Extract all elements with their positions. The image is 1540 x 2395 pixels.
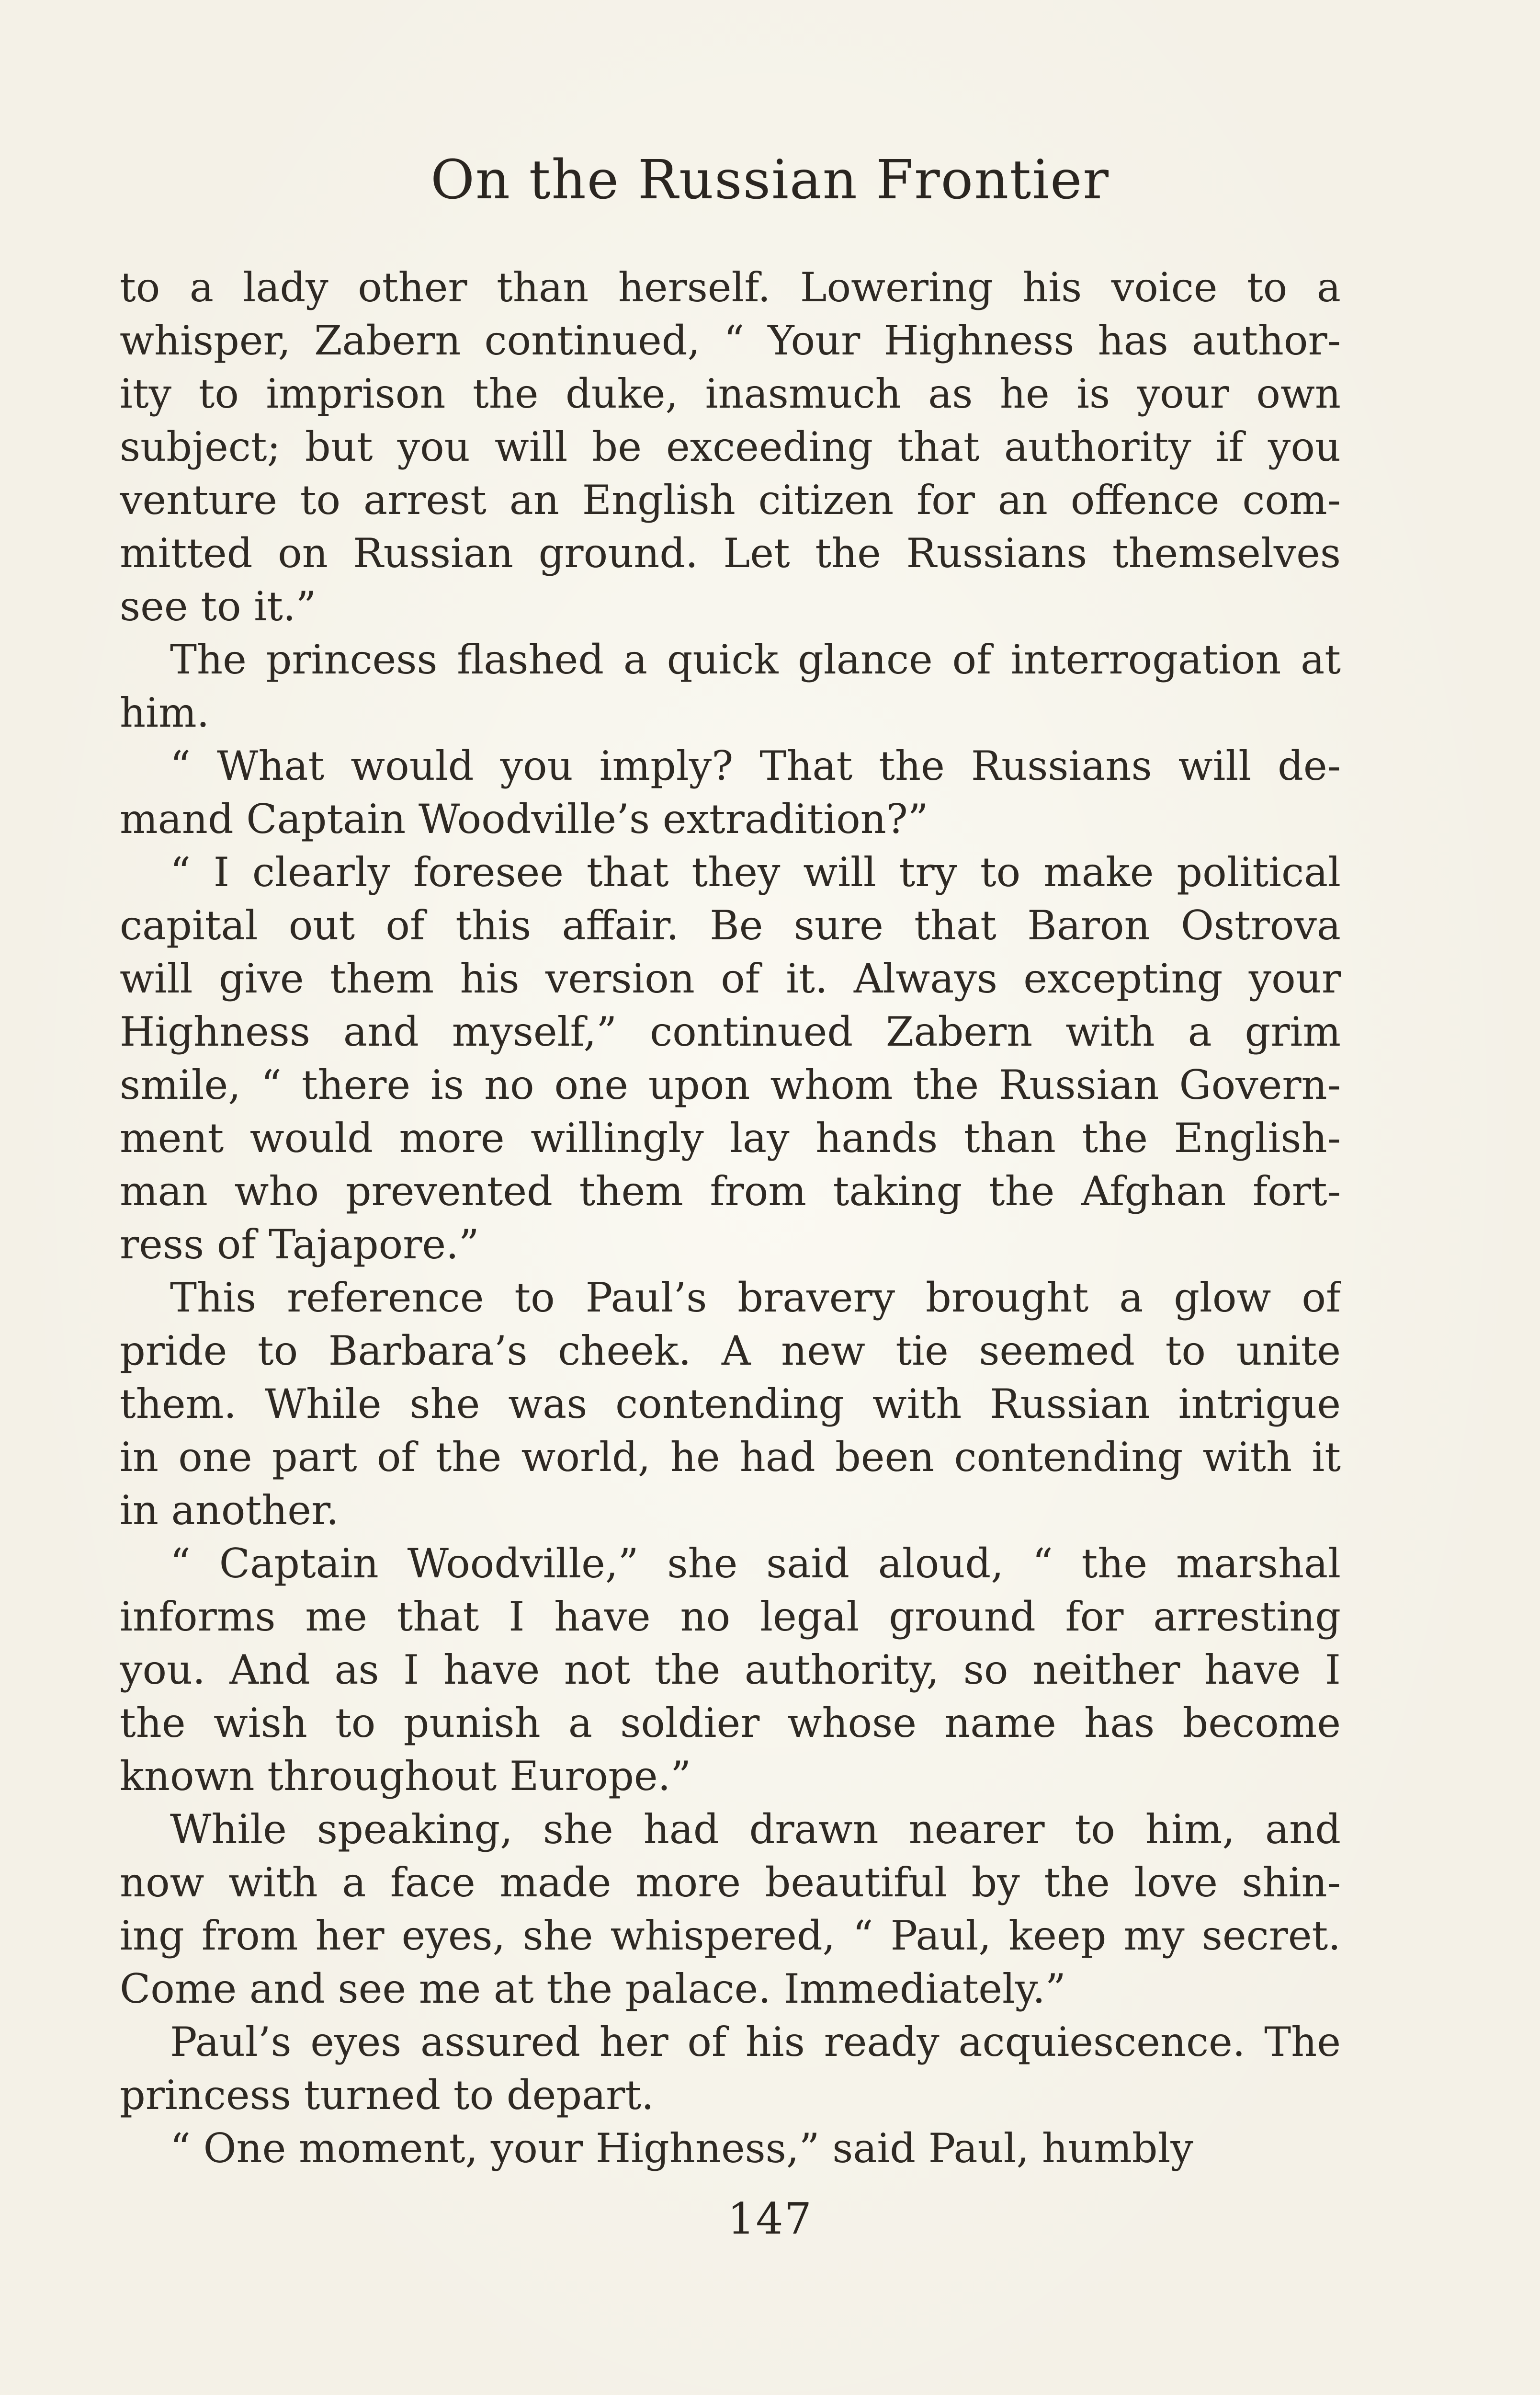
text-line: “ What would you imply? That the Russians will de- [170, 742, 1341, 789]
text-line: them. While she was contending with Russian intrigue [120, 1380, 1341, 1427]
text-line: capital out of this affair. Be sure that Baron Ostrova [120, 902, 1341, 949]
text-line: princess turned to depart. [120, 2072, 654, 2119]
text-line: ity to imprison the duke, inasmuch as he is your own [120, 370, 1341, 417]
text-line: ing from her eyes, she whispered, “ Paul, keep my secret. [120, 1912, 1341, 1959]
text-line: man who prevented them from taking the Afghan fort- [120, 1168, 1341, 1215]
text-line: whisper, Zabern continued, “ Your Highness has author- [120, 317, 1341, 364]
text-line: ment would more willingly lay hands than the English- [120, 1115, 1341, 1162]
paragraph [120, 740, 1341, 846]
paragraph [120, 633, 1341, 740]
text-line: in another. [120, 1487, 339, 1534]
text-line: Highness and myself,” continued Zabern with a grim [120, 1008, 1341, 1055]
paragraph [120, 2016, 1341, 2122]
text-line: you. And as I have not the authority, so neither have I [120, 1646, 1341, 1693]
text-line: Paul’s eyes assured her of his ready acquiescence. The [170, 2019, 1341, 2065]
text-line: see to it.” [120, 583, 317, 630]
text-line: Come and see me at the palace. Immediately.” [120, 1965, 1066, 2012]
paragraph [120, 261, 1341, 633]
text-line: to a lady other than herself. Lowering his voice to a [120, 264, 1341, 311]
text-line: ress of Tajapore.” [120, 1221, 479, 1268]
text-line: mitted on Russian ground. Let the Russians themselves [120, 530, 1341, 577]
text-line: This reference to Paul’s bravery brought a glow of [170, 1274, 1341, 1321]
text-line: “ One moment, your Highness,” said Paul, humbly [170, 2125, 1193, 2172]
paragraph [120, 2122, 1341, 2175]
paragraph [120, 1803, 1341, 2016]
text-line: will give them his version of it. Always excepting your [120, 955, 1341, 1002]
body-text [120, 261, 1341, 2175]
text-line: “ Captain Woodville,” she said aloud, “ the marshal [170, 1540, 1341, 1587]
text-line: The princess flashed a quick glance of interrogation at [170, 636, 1341, 683]
paragraph [120, 1537, 1341, 1803]
text-line: mand Captain Woodville’s extradition?” [120, 796, 929, 843]
text-line: While speaking, she had drawn nearer to him, and [170, 1806, 1341, 1853]
text-line: informs me that I have no legal ground for arresting [120, 1593, 1341, 1640]
text-line: venture to arrest an English citizen for an offence com- [120, 477, 1341, 524]
paragraph [120, 1271, 1341, 1537]
paragraph [120, 846, 1341, 1271]
page-number: 147 [727, 2194, 813, 2244]
text-line: pride to Barbara’s cheek. A new tie seemed to unite [120, 1327, 1341, 1374]
running-head: On the Russian Frontier [430, 149, 1110, 211]
text-line: known throughout Europe.” [120, 1753, 691, 1800]
text-line: the wish to punish a soldier whose name has become [120, 1699, 1341, 1746]
text-line: “ I clearly foresee that they will try to make political [170, 849, 1341, 896]
text-line: him. [120, 689, 210, 736]
text-line: subject; but you will be exceeding that authority if you [120, 423, 1341, 470]
text-line: in one part of the world, he had been contending with it [120, 1434, 1341, 1481]
text-line: smile, “ there is no one upon whom the Russian Govern- [120, 1061, 1341, 1108]
text-line: now with a face made more beautiful by the love shin- [120, 1859, 1341, 1906]
